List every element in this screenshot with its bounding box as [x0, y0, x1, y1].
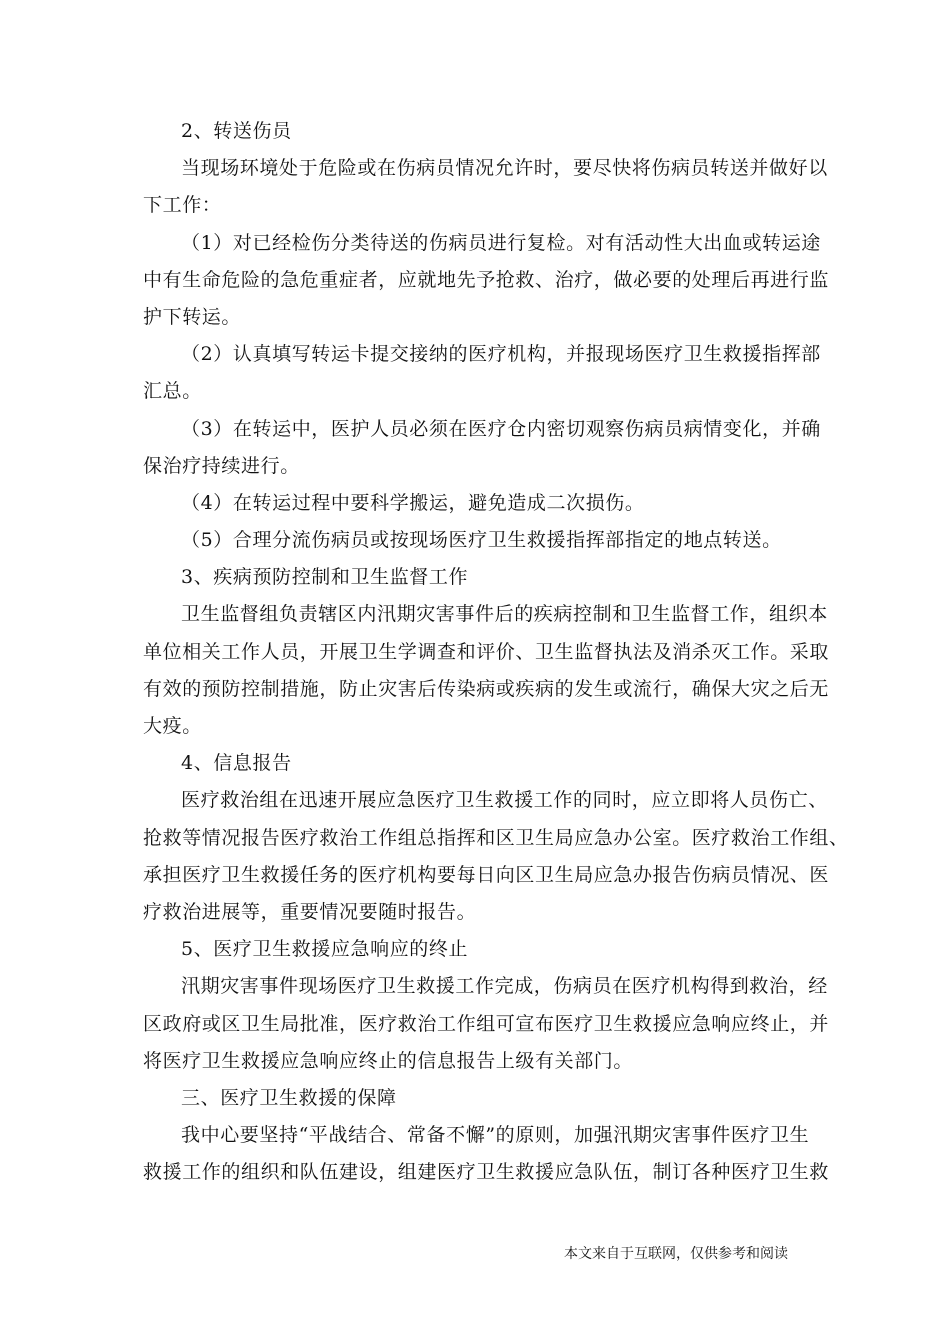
text-line: 护下转运。 [143, 305, 242, 328]
document-body [143, 113, 849, 1191]
text-line: 单位相关工作人员，开展卫生学调查和评价、卫生监督执法及消杀灭工作。采取 [143, 640, 830, 663]
text-line: 抢救等情况报告医疗救治工作组总指挥和区卫生局应急办公室。医疗救治工作组、 [143, 826, 849, 849]
text-line: 2、转送伤员 [181, 120, 292, 142]
text-line: 疗救治进展等，重要情况要随时报告。 [143, 900, 477, 923]
text-line: 4、信息报告 [181, 752, 292, 775]
text-line: 大疫。 [143, 715, 202, 737]
text-line: 我中心要坚持“平战结合、常备不懈”的原则，加强汛期灾害事件医疗卫生 [181, 1124, 810, 1147]
text-line: 三、医疗卫生救援的保障 [181, 1086, 397, 1109]
text-line: 区政府或区卫生局批准，医疗救治工作组可宣布医疗卫生救援应急响应终止，并 [143, 1012, 830, 1035]
text-line: 当现场环境处于危险或在伤病员情况允许时，要尽快将伤病员转送并做好以 [181, 157, 828, 180]
text-line: 5、医疗卫生救援应急响应的终止 [181, 938, 469, 961]
text-line: 保治疗持续进行。 [143, 454, 300, 477]
text-line: （5）合理分流伤病员或按现场医疗卫生救援指挥部指定的地点转送。 [181, 529, 782, 552]
text-line: （4）在转运过程中要科学搬运，避免造成二次损伤。 [181, 491, 645, 514]
text-line: （1）对已经检伤分类待送的伤病员进行复检。对有活动性大出血或转运途 [181, 231, 821, 254]
text-line: 3、疾病预防控制和卫生监督工作 [181, 566, 469, 589]
footer-note: 本文来自于互联网，仅供参考和阅读 [564, 1246, 788, 1262]
text-line: 汛期灾害事件现场医疗卫生救援工作完成，伤病员在医疗机构得到救治，经 [181, 975, 828, 998]
text-line: 卫生监督组负责辖区内汛期灾害事件后的疾病控制和卫生监督工作，组织本 [181, 603, 828, 626]
text-line: 汇总。 [143, 380, 202, 403]
text-line: （2）认真填写转运卡提交接纳的医疗机构，并报现场医疗卫生救援指挥部 [181, 343, 821, 366]
text-line: 下工作： [143, 194, 222, 217]
text-line: 中有生命危险的急危重症者，应就地先予抢救、治疗，做必要的处理后再进行监 [143, 268, 830, 291]
text-line: 医疗救治组在迅速开展应急医疗卫生救援工作的同时，应立即将人员伤亡、 [181, 789, 828, 812]
text-line: 有效的预防控制措施，防止灾害后传染病或疾病的发生或流行，确保大灾之后无 [143, 677, 830, 700]
text-line: 将医疗卫生救援应急响应终止的信息报告上级有关部门。 [143, 1049, 634, 1072]
text-line: 承担医疗卫生救援任务的医疗机构要每日向区卫生局应急办报告伤病员情况、医 [143, 863, 830, 886]
text-line: 救援工作的组织和队伍建设，组建医疗卫生救援应急队伍，制订各种医疗卫生救 [143, 1161, 830, 1184]
text-line: （3）在转运中，医护人员必须在医疗仓内密切观察伤病员病情变化，并确 [181, 417, 821, 440]
